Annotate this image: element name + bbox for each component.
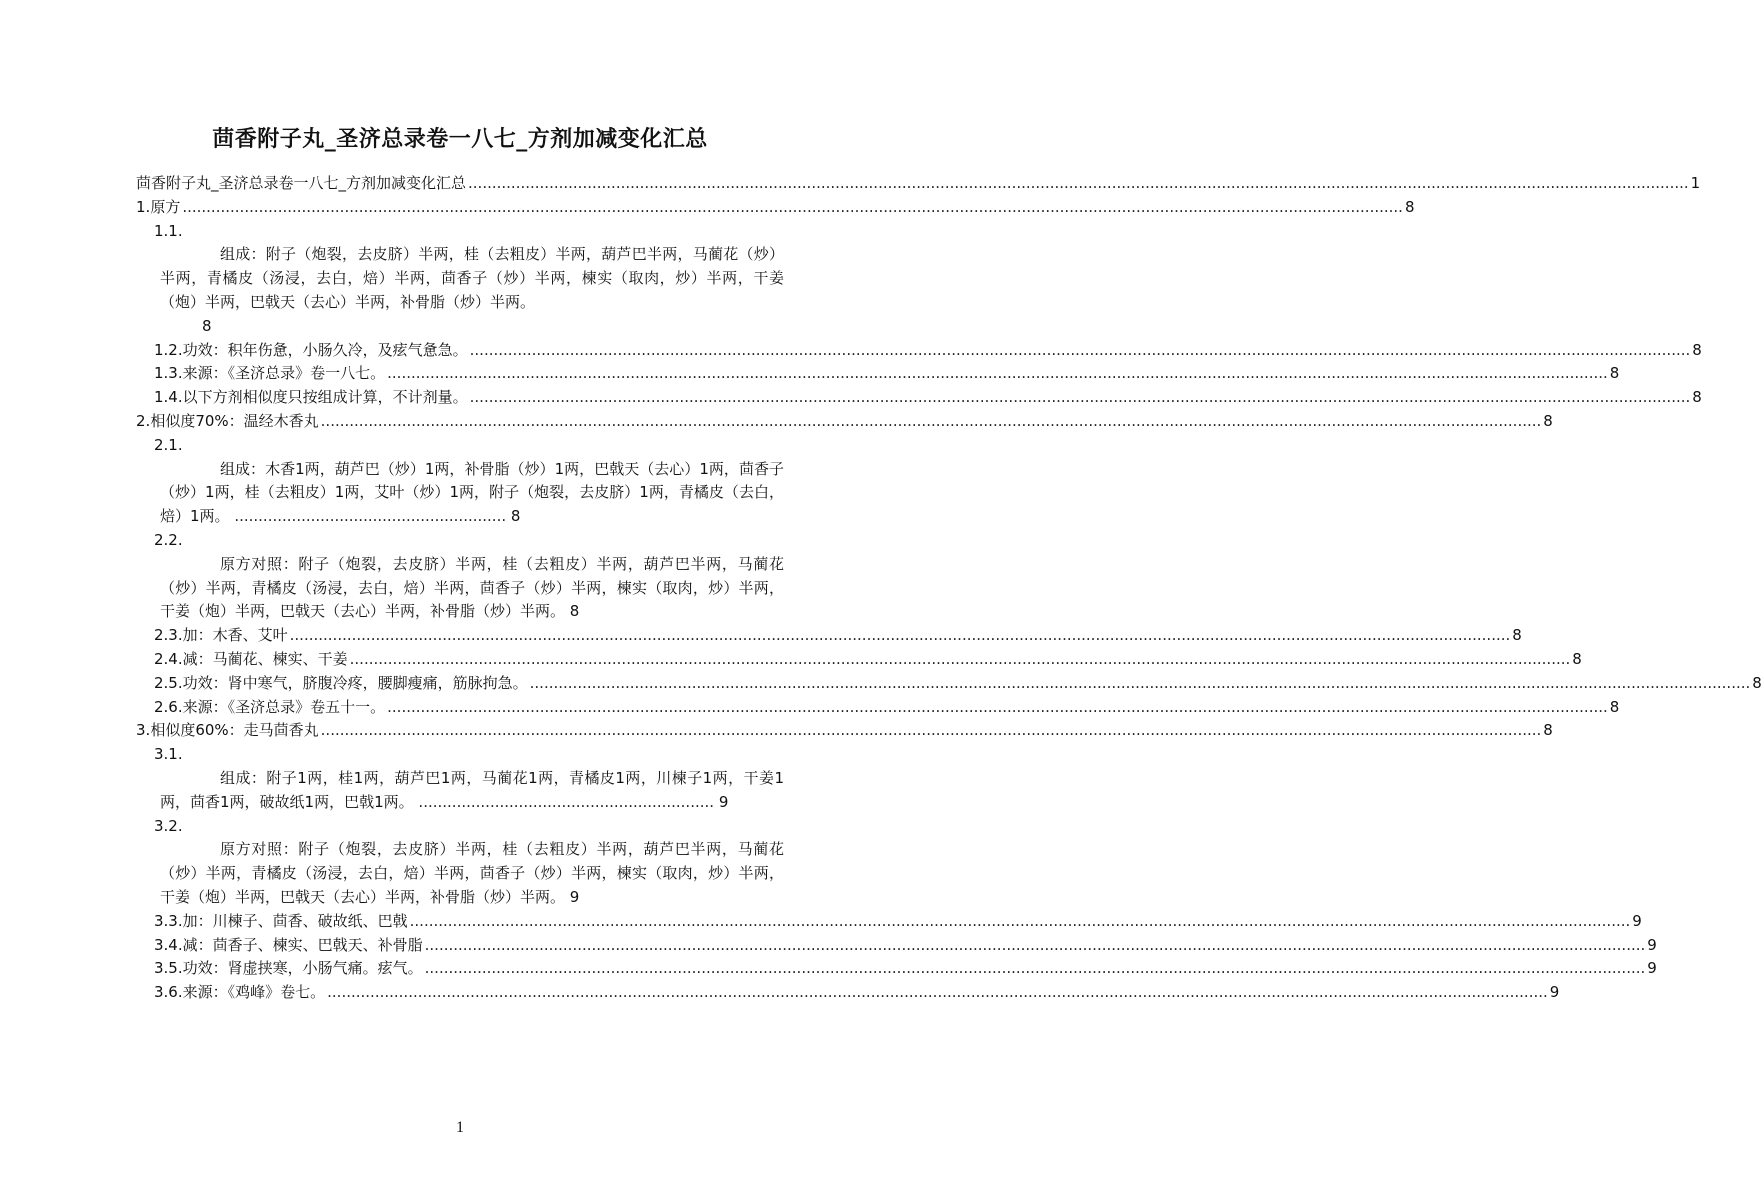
toc-entry-text-block bbox=[160, 767, 784, 815]
toc-entry-2-1[interactable] bbox=[136, 434, 784, 529]
toc-entry-number: 2.2. bbox=[154, 530, 183, 549]
toc-entry-text: 加：川楝子、茴香、破故纸、巴戟 bbox=[182, 911, 408, 930]
toc-entry-text: 茴香附子丸_圣济总录卷一八七_方剂加减变化汇总 bbox=[136, 174, 467, 192]
toc-entry-text: 来源：《圣济总录》卷五十一。 bbox=[182, 697, 386, 716]
toc-entry-text: 组成：木香1两，葫芦巴（炒）1两，补骨脂（炒）1两，巴戟天（去心）1两，茴香子（炒）1两，桂（去粗皮）1两，艾叶（炒）1两，附子（炮裂，去皮脐）1两，青橘皮（去白，焙）1两。 bbox=[160, 459, 784, 526]
toc-page-number: 8 bbox=[1543, 721, 1553, 740]
leader-dots: ......................................................... bbox=[234, 507, 507, 526]
toc-entry-number: 1.3. bbox=[154, 364, 183, 383]
toc-entry-3-4[interactable] bbox=[136, 934, 1657, 958]
toc-page-number: 8 bbox=[1543, 411, 1553, 430]
toc-page-number: 9 bbox=[1632, 911, 1642, 930]
toc-entry-number: 2.1. bbox=[154, 435, 183, 454]
leader-dots bbox=[530, 672, 1751, 696]
leader-dots bbox=[387, 362, 1608, 386]
toc-entry-text: 功效：肾虚挟寒，小肠气痛。痃气。 bbox=[182, 959, 423, 978]
toc-page-number: 9 bbox=[1549, 983, 1560, 1002]
toc-page-number: 8 bbox=[1692, 388, 1702, 407]
toc-entry-text: 相似度60%：走马茴香丸 bbox=[150, 721, 319, 740]
toc-entry-text: 来源：《圣济总录》卷一八七。 bbox=[182, 364, 386, 383]
toc-entry-1-1[interactable] bbox=[136, 220, 784, 339]
toc-entry-2-4[interactable] bbox=[136, 648, 1582, 672]
leader-dots bbox=[327, 981, 1548, 1005]
leader-dots bbox=[468, 172, 1689, 196]
toc-page-number: 8 bbox=[1752, 673, 1762, 692]
leader-dots bbox=[410, 910, 1631, 934]
toc-entry-2-6[interactable] bbox=[136, 696, 1620, 720]
table-of-contents bbox=[136, 172, 1762, 1005]
toc-entry-3-6[interactable] bbox=[136, 981, 1560, 1005]
toc-page-number: 8 bbox=[510, 507, 521, 526]
toc-page-number: 8 bbox=[1692, 340, 1702, 359]
toc-page-number: 8 bbox=[1609, 364, 1620, 383]
toc-entry-number: 3. bbox=[136, 721, 151, 740]
toc-page-number: 8 bbox=[1512, 626, 1522, 645]
toc-entry-number: 1.2. bbox=[154, 340, 183, 359]
toc-entry-text: 功效：积年伤惫，小肠久冷，及痃气惫急。 bbox=[182, 340, 468, 359]
toc-entry-text: 功效：肾中寒气，脐腹冷疼，腰脚瘦痛，筋脉拘急。 bbox=[182, 673, 528, 692]
toc-entry-2-2[interactable] bbox=[136, 529, 784, 624]
toc-entry-text: 原方对照：附子（炮裂，去皮脐）半两，桂（去粗皮）半两，葫芦巴半两，马蔺花（炒）半两，青橘皮（汤浸，去白，焙）半两，茴香子（炒）半两，楝实（取肉，炒）半两，干姜（炮）半两，巴戟天（去心）半两，补骨脂（炒）半两。 bbox=[160, 554, 784, 621]
leader-dots bbox=[321, 719, 1542, 743]
toc-entry-2-3[interactable] bbox=[136, 624, 1522, 648]
toc-entry-text: 原方 bbox=[150, 197, 181, 216]
toc-entry-3-3[interactable] bbox=[136, 910, 1642, 934]
toc-page-number: 8 bbox=[569, 602, 580, 621]
toc-entry-text: 减：茴香子、楝实、巴戟天、补骨脂 bbox=[182, 935, 423, 954]
toc-entry-number: 2.3. bbox=[154, 626, 183, 645]
toc-page-number: 8 bbox=[202, 316, 212, 335]
toc-page-number: 9 bbox=[1647, 959, 1657, 978]
toc-entry-text: 相似度70%：温经木香丸 bbox=[150, 411, 319, 430]
toc-entry-text: 组成：附子1两，桂1两，葫芦巴1两，马蔺花1两，青橘皮1两，川楝子1两，干姜1两，茴香1两，破故纸1两，巴戟1两。 bbox=[160, 768, 784, 811]
toc-entry-text: 减：马蔺花、楝实、干姜 bbox=[182, 649, 348, 668]
toc-entry-number: 2. bbox=[136, 411, 151, 430]
toc-entry-3-1[interactable] bbox=[136, 743, 784, 814]
toc-page-number: 8 bbox=[1404, 197, 1415, 216]
toc-entry-2[interactable] bbox=[136, 410, 1553, 434]
toc-page-number: 9 bbox=[569, 887, 580, 906]
toc-entry-number: 3.4. bbox=[154, 935, 183, 954]
toc-entry-text-block bbox=[160, 458, 784, 529]
toc-page-number: 8 bbox=[1572, 649, 1582, 668]
leader-dots bbox=[350, 648, 1571, 672]
leader-dots bbox=[182, 196, 1403, 220]
toc-entry-3-5[interactable] bbox=[136, 957, 1657, 981]
toc-entry-number: 1.4. bbox=[154, 388, 183, 407]
toc-entry-number: 1. bbox=[136, 197, 151, 216]
toc-entry-1[interactable] bbox=[136, 196, 1415, 220]
toc-entry-text-block bbox=[160, 243, 784, 314]
toc-entry-number: 2.5. bbox=[154, 673, 183, 692]
leader-dots bbox=[425, 957, 1646, 981]
page-title: 茴香附子丸_圣济总录卷一八七_方剂加减变化汇总 bbox=[212, 127, 708, 152]
leader-dots bbox=[290, 624, 1511, 648]
leader-dots bbox=[425, 934, 1646, 958]
toc-entry-text: 原方对照：附子（炮裂，去皮脐）半两，桂（去粗皮）半两，葫芦巴半两，马蔺花（炒）半两，青橘皮（汤浸，去白，焙）半两，茴香子（炒）半两，楝实（取肉，炒）半两，干姜（炮）半两，巴戟天（去心）半两，补骨脂（炒）半两。 bbox=[160, 840, 784, 906]
toc-entry-1-2[interactable] bbox=[136, 339, 1702, 363]
toc-entry-number: 3.2. bbox=[154, 816, 183, 835]
toc-page-number: 1 bbox=[1690, 174, 1701, 192]
toc-entry-number: 3.3. bbox=[154, 911, 183, 930]
toc-entry-1-4[interactable] bbox=[136, 386, 1702, 410]
toc-entry-text-block bbox=[160, 838, 784, 909]
leader-dots bbox=[387, 696, 1608, 720]
toc-entry-number: 3.1. bbox=[154, 745, 183, 764]
toc-entry-2-5[interactable] bbox=[136, 672, 1762, 696]
toc-entry-number: 3.5. bbox=[154, 959, 183, 978]
toc-entry-text: 以下方剂相似度只按组成计算，不计剂量。 bbox=[182, 388, 468, 407]
toc-page-number: 9 bbox=[718, 792, 729, 811]
toc-entry-number: 2.6. bbox=[154, 697, 183, 716]
toc-entry-text-block bbox=[160, 553, 784, 624]
toc-entry-number: 3.6. bbox=[154, 983, 183, 1002]
toc-entry-3[interactable] bbox=[136, 719, 1553, 743]
toc-entry-text: 来源：《鸡峰》卷七。 bbox=[182, 983, 326, 1002]
toc-entry-1-3[interactable] bbox=[136, 362, 1620, 386]
toc-entry-title[interactable] bbox=[136, 172, 1701, 196]
leader-dots bbox=[321, 410, 1542, 434]
page-number: 1 bbox=[456, 1119, 464, 1136]
toc-page-number: 9 bbox=[1647, 935, 1657, 954]
toc-entry-number: 2.4. bbox=[154, 649, 183, 668]
leader-dots: .............................................................. bbox=[418, 792, 715, 811]
toc-entry-3-2[interactable] bbox=[136, 815, 784, 910]
leader-dots bbox=[470, 339, 1691, 363]
toc-entry-text: 加：木香、艾叶 bbox=[182, 626, 288, 645]
toc-entry-number: 1.1. bbox=[154, 221, 183, 240]
leader-dots bbox=[470, 386, 1691, 410]
toc-entry-text: 组成：附子（炮裂，去皮脐）半两，桂（去粗皮）半两，葫芦巴半两，马蔺花（炒）半两，青橘皮（汤浸，去白，焙）半两，茴香子（炒）半两，楝实（取肉，炒）半两，干姜（炮）半两，巴戟天（去心）半两，补骨脂（炒）半两。 bbox=[160, 245, 784, 311]
toc-page-number: 8 bbox=[1609, 697, 1620, 716]
